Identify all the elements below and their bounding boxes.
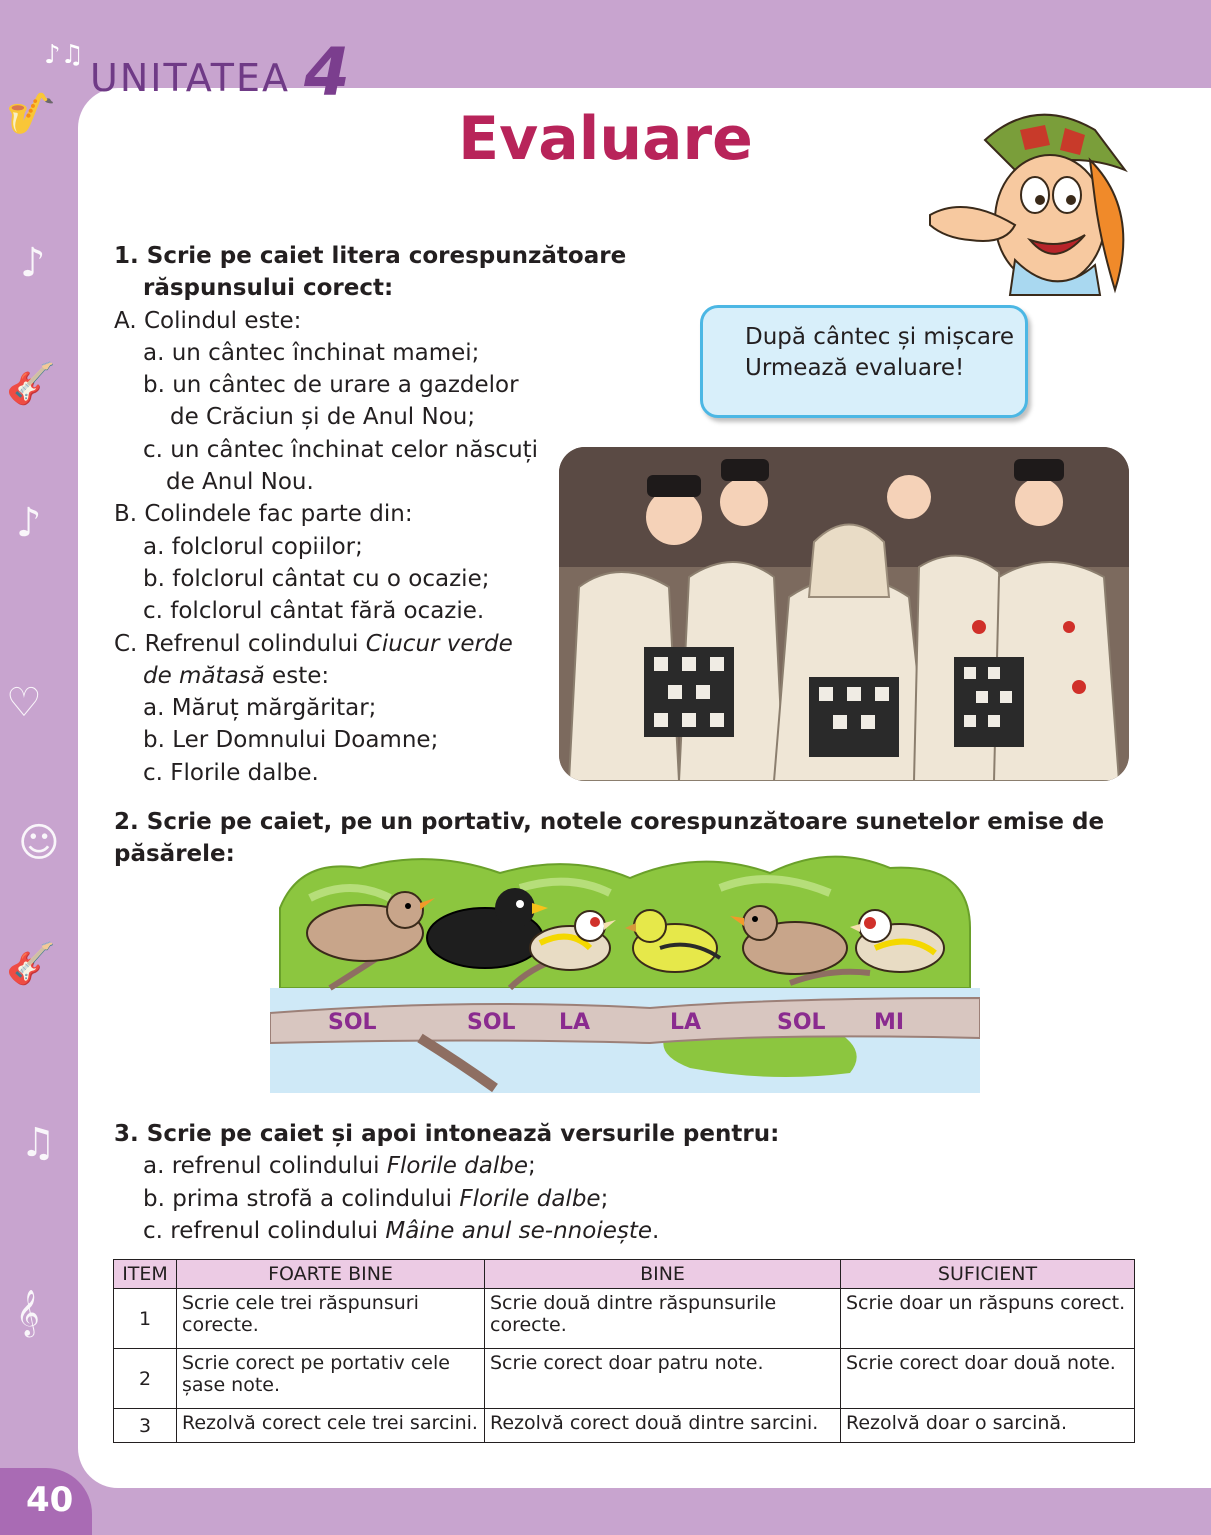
guitar-icon: 🎸	[6, 941, 56, 987]
table-cell: 2	[114, 1349, 177, 1409]
unit-word: UNITATEA	[90, 56, 290, 100]
table-cell: Scrie cele trei răspunsuri corecte.	[177, 1289, 485, 1349]
header-foarte-bine: FOARTE BINE	[177, 1260, 485, 1289]
sidebar-decoration	[0, 0, 78, 1535]
table-cell: Scrie corect doar două note.	[841, 1349, 1135, 1409]
q3-item-a-end: ;	[528, 1153, 536, 1180]
table-row	[114, 1349, 1135, 1409]
table-cell: Scrie corect doar patru note.	[485, 1349, 841, 1409]
note-label-6: MI	[874, 1010, 905, 1035]
note-label-3: LA	[559, 1010, 591, 1035]
q1-a-stem: A. Colindul este:	[114, 307, 302, 334]
table-cell: Scrie două dintre răspunsurile corecte.	[485, 1289, 841, 1349]
q1-c-stem-pre: C. Refrenul colindului	[114, 630, 366, 657]
table-cell: Scrie doar un răspuns corect.	[841, 1289, 1135, 1349]
birds-on-branch-illustration	[270, 848, 980, 1093]
smiley-icon: ☺	[18, 820, 60, 866]
q1-a-option-b: b. un cântec de urare a gazdelor	[143, 372, 519, 399]
page-number: 40	[26, 1480, 74, 1520]
table-header-row	[114, 1260, 1135, 1289]
heart-icon: ♡	[6, 680, 42, 726]
q3-item-b	[114, 1183, 779, 1215]
table-cell: 1	[114, 1289, 177, 1349]
q3-item-b-text: b. prima strofă a colindului	[143, 1185, 460, 1212]
bubble-line-2: Urmează evaluare!	[745, 355, 965, 381]
speech-bubble	[700, 305, 1028, 418]
header-suficient: SUFICIENT	[841, 1260, 1135, 1289]
q2-heading: 2. Scrie pe caiet, pe un portativ, notele corespunzătoare sunetelor emise de păsărele:	[114, 809, 1105, 868]
saxophone-icon: 🎷	[6, 91, 56, 137]
q3-item-b-title: Florile dalbe	[459, 1185, 601, 1212]
table-row	[114, 1289, 1135, 1349]
table-cell: 3	[114, 1409, 177, 1443]
q1-c-song-title-1: Ciucur verde	[365, 630, 513, 657]
q1-a-option-c-cont: de Anul Nou.	[166, 469, 314, 496]
question-1	[114, 240, 626, 789]
q1-c-stem-post: este:	[264, 662, 330, 689]
table-cell: Rezolvă corect cele trei sarcini.	[177, 1409, 485, 1443]
note-label-4: LA	[670, 1010, 702, 1035]
q3-item-c-title: Mâine anul se-nnoiește	[385, 1217, 653, 1244]
q1-c-song-title-2: de mătasă	[143, 662, 265, 689]
music-note-icon: ♫	[20, 1120, 56, 1166]
header-bine: BINE	[485, 1260, 841, 1289]
q1-heading-line-1: 1. Scrie pe caiet litera corespunzătoare	[114, 243, 627, 269]
music-notes-icon: ♪♫	[44, 40, 84, 70]
q3-heading: 3. Scrie pe caiet și apoi intonează versurile pentru:	[114, 1121, 780, 1147]
q1-c-option-a: a. Măruț mărgăritar;	[143, 695, 377, 722]
table-cell: Scrie corect pe portativ cele șase note.	[177, 1349, 485, 1409]
note-labels	[270, 1010, 980, 1040]
q3-item-c	[114, 1215, 779, 1247]
footer-band	[0, 1488, 1211, 1535]
table-row	[114, 1409, 1135, 1443]
unit-number: 4	[303, 34, 352, 111]
mascot-illustration	[925, 100, 1150, 300]
q3-item-b-end: ;	[600, 1185, 609, 1212]
q3-item-c-text: c. refrenul colindului	[143, 1217, 386, 1244]
note-label-1: SOL	[328, 1010, 377, 1035]
q1-c-option-c: c. Florile dalbe.	[143, 759, 319, 786]
q1-b-option-a: a. folclorul copiilor;	[143, 533, 363, 560]
guitar-icon: 🎸	[6, 361, 56, 407]
speech-bubble-text	[745, 322, 1014, 384]
q3-item-a-title: Florile dalbe	[386, 1153, 529, 1180]
q1-b-option-b: b. folclorul cântat cu o ocazie;	[143, 565, 490, 592]
q1-c-stem-cont	[114, 660, 626, 692]
bubble-line-1: După cântec și mișcare	[745, 324, 1015, 350]
q3-item-a	[114, 1150, 779, 1182]
music-note-icon: ♪	[16, 500, 42, 546]
evaluation-rubric-table	[113, 1259, 1135, 1443]
header-item: ITEM	[114, 1260, 177, 1289]
q1-a-option-b-cont: de Crăciun și de Anul Nou;	[170, 404, 476, 431]
q1-b-stem: B. Colindele fac parte din:	[114, 501, 413, 528]
carolers-photo	[559, 447, 1129, 781]
q1-b-option-c: c. folclorul cântat fără ocazie.	[143, 598, 485, 625]
q3-item-c-end: .	[652, 1217, 660, 1244]
page-number-tab	[0, 1468, 92, 1535]
q1-a-option-a: a. un cântec închinat mamei;	[143, 339, 480, 366]
carolers-photo-art	[559, 447, 1129, 781]
birds-illustration-art	[270, 848, 980, 1093]
question-3	[114, 1118, 779, 1247]
q3-item-a-text: a. refrenul colindului	[143, 1153, 387, 1180]
treble-clef-icon: 𝄞	[16, 1290, 40, 1336]
q1-c-option-b: b. Ler Domnului Doamne;	[143, 727, 439, 754]
page-title: Evaluare	[458, 104, 753, 174]
q1-a-option-c: c. un cântec închinat celor născuți	[143, 436, 539, 463]
note-label-5: SOL	[777, 1010, 826, 1035]
table-cell: Rezolvă corect două dintre sarcini.	[485, 1409, 841, 1443]
q1-c-stem	[114, 628, 626, 660]
note-label-2: SOL	[467, 1010, 516, 1035]
table-cell: Rezolvă doar o sarcină.	[841, 1409, 1135, 1443]
q1-heading-line-2: răspunsului corect:	[143, 275, 394, 302]
music-note-icon: ♪	[20, 240, 46, 286]
unit-label	[90, 30, 352, 111]
